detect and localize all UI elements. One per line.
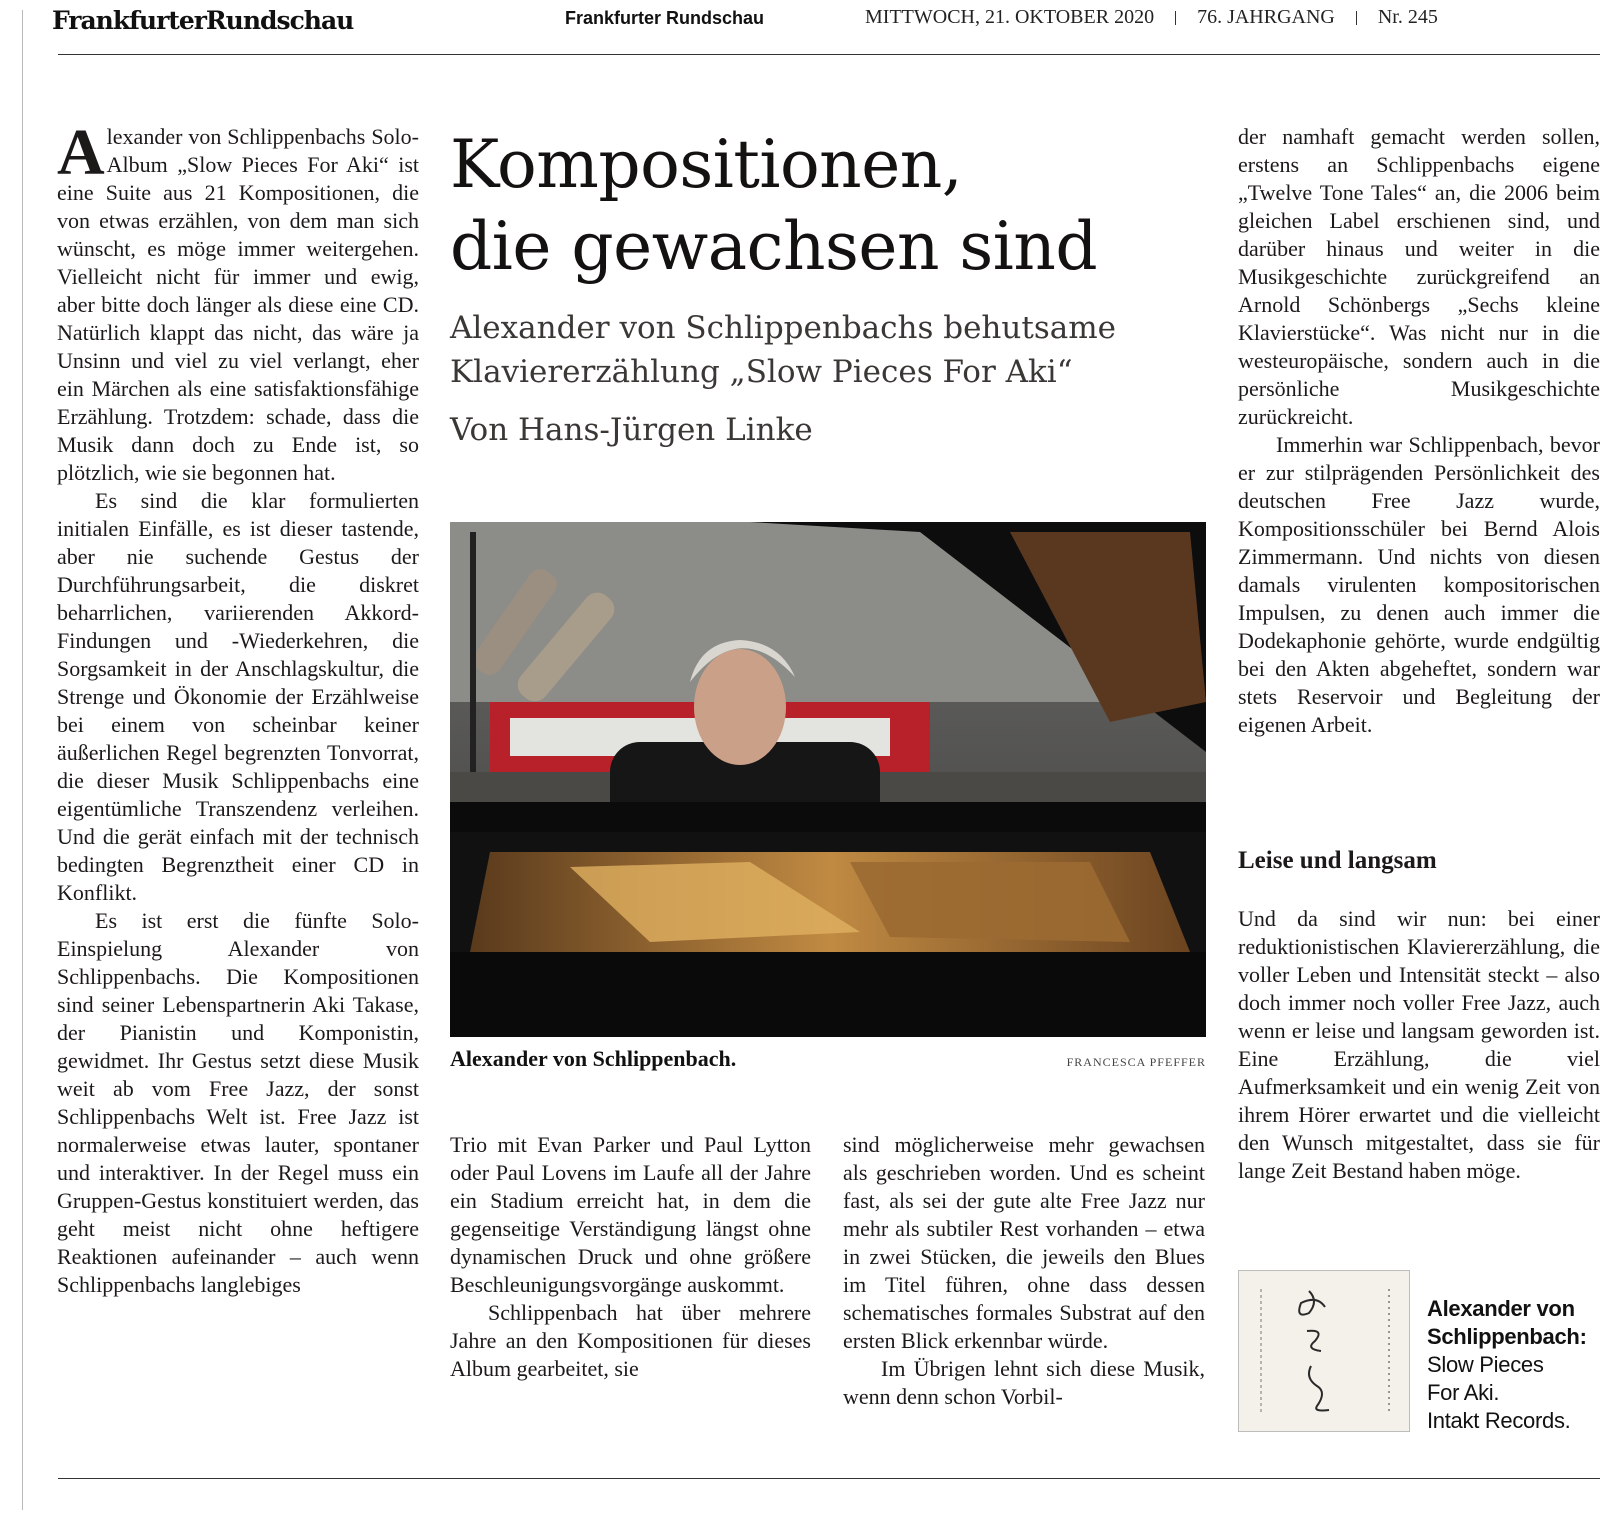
paragraph: Immerhin war Schlippenbach, bevor er zur stilprägenden Persönlichkeit des deutschen Free Jazz wurde, Kompositionsschüler bei Bernd Alois Zimmermann. Und nichts von diesen damals virulenten kompositorischen Impulsen, zu denen auch immer die Dodekaphonie gehörte, wurde endgültig bei den Akten abgeheftet, sondern war stets Reservoir und Begleitung der eigenen Arbeit. (1238, 432, 1600, 737)
article-column-3 (843, 1131, 1205, 1411)
dropcap: A (57, 116, 105, 189)
album-artist-line: Schlippenbach: (1427, 1324, 1587, 1349)
masthead-logo: FrankfurterRundschau (52, 6, 354, 35)
separator (1175, 11, 1176, 25)
album-title-line: Slow Pieces (1427, 1352, 1544, 1377)
album-title-line: For Aki. (1427, 1380, 1500, 1405)
paragraph-text: lexander von Schlippenbachs Solo-Album „Slow Pieces For Aki“ ist eine Suite aus 21 Kompositionen, die von etwas erzählen, von dem man sich wünscht, es möge immer weitergehen. Vielleicht nicht für immer und ewig, aber bitte doch länger als diese eine CD. Natürlich klappt das nicht, das wäre ja Unsinn und viel zu viel verlangt, eher ein Märchen als eine satisfaktionsfähige Erzählung. Trotzdem: schade, dass die Musik dann doch zu Ende ist, so plötzlich, wie sie begonnen hat. (57, 124, 419, 485)
footer-rule (58, 1478, 1600, 1479)
separator (1356, 11, 1357, 25)
headline (450, 124, 1210, 288)
paragraph (57, 116, 419, 487)
pianist-photo-illustration (450, 522, 1206, 1037)
masthead-rule (58, 54, 1600, 55)
paragraph: Schlippenbach hat über mehrere Jahre an den Kompositionen für dieses Album gearbeitet, sie (450, 1300, 811, 1381)
article-column-4-continued (1238, 905, 1600, 1185)
paragraph: Im Übrigen lehnt sich diese Musik, wenn denn schon Vorbil- (843, 1356, 1205, 1409)
article-photo (450, 522, 1206, 1037)
article-column-1 (57, 116, 419, 1443)
paragraph: Und da sind wir nun: bei einer reduktionistischen Klaviererzählung, die voller Leben und Intensität steckt – also doch immer noch voller Free Jazz, auch wenn er leise und langsam geworden ist. Eine Erzählung, die viel Aufmerksamkeit und ein wenig Zeit von ihrem Hörer erwartet und die vielleicht den Wunsch mitgestaltet, dass sie für lange Zeit Bestand haben möge. (1238, 906, 1600, 1183)
photo-credit: FRANCESCA PFEFFER (1066, 1055, 1206, 1069)
album-label: Intakt Records. (1427, 1408, 1571, 1433)
article-column-4 (1238, 123, 1600, 739)
album-info (1427, 1295, 1587, 1435)
article-column-2 (450, 1131, 811, 1383)
issue-date: MITTWOCH, 21. OKTOBER 2020 (865, 6, 1155, 28)
album-artist-line: Alexander von (1427, 1296, 1575, 1321)
headline-line: Kompositionen, (450, 126, 963, 203)
paragraph: sind möglicherweise mehr gewachsen als geschrieben worden. Und es scheint fast, als sei der gute alte Free Jazz nur mehr als subtiler Rest vorhanden – etwa in zwei Stücken, die jeweils den Blues im Titel führen, ohne dass dessen schematisches formales Substrat auf den ersten Blick erkennbar würde. (843, 1132, 1205, 1353)
issue-number: Nr. 245 (1377, 6, 1438, 28)
headline-line: die gewachsen sind (450, 208, 1098, 285)
paragraph: der namhaft gemacht werden sollen, erstens an Schlippenbachs eigene „Twelve Tone Tales“ an, die 2006 beim gleichen Label erschienen sind, und darüber hinaus und weiter in die Musikgeschichte zurückgreifend an Arnold Schönbergs „Sechs kleine Klavierstücke“. Was nicht nur in die westeuropäische, sondern auch in die persönliche Musikgeschichte zurückreicht. (1238, 124, 1600, 429)
subheadline: Alexander von Schlippenbachs behutsame Klaviererzählung „Slow Pieces For Aki“ (450, 310, 1116, 390)
paragraph: Es ist erst die fünfte Solo-Einspielung Alexander von Schlippenbachs. Die Kompositionen sind seiner Lebenspartnerin Aki Takase, der Pianistin und Komponistin, gewidmet. Ihr Gestus setzt diese Musik weit ab vom Free Jazz, der sonst Schlippenbachs Welt ist. Free Jazz ist normalerweise etwas lauter, spontaner und interaktiver. In der Regel muss ein Gruppen-Gestus konstituiert werden, das geht meist nicht ohne heftigere Reaktionen aufeinander – auch wenn Schlippenbachs langlebiges (57, 908, 419, 1297)
page-edge-rule (22, 10, 23, 1510)
paragraph: Es sind die klar formulierten initialen Einfälle, es ist dieser tastende, aber nie suchende Gestus der Durchführungsarbeit, die diskret beharrlichen, variierenden Akkord-Findungen und -Wiederkehren, die Sorgsamkeit in der Anschlagskultur, die Strenge und Ökonomie der Erzählweise bei einem von scheinbar keiner äußerlichen Regel begrenzten Tonvorrat, die dieser Musik Schlippenbachs eine eigentümliche Transzendenz verleihen. Und die gerät einfach mit der technisch bedingten Begrenztheit einer CD in Konflikt. (57, 488, 419, 905)
section-subheading: Leise und langsam (1238, 847, 1437, 874)
masthead-info (865, 6, 1438, 29)
volume-number: 76. JAHRGANG (1197, 6, 1335, 28)
byline: Von Hans-Jürgen Linke (450, 412, 813, 448)
photo-caption: Alexander von Schlippenbach. (450, 1046, 737, 1071)
album-cover (1238, 1270, 1410, 1432)
masthead-name: Frankfurter Rundschau (565, 8, 765, 28)
paragraph: Trio mit Evan Parker und Paul Lytton oder Paul Lovens im Laufe all der Jahre ein Stadium erreicht hat, in dem die gegenseitige Verständigung längst ohne dynamischen Druck und ohne größere Beschleunigungsvorgänge auskommt. (450, 1132, 811, 1297)
album-cover-artwork (1239, 1271, 1409, 1431)
